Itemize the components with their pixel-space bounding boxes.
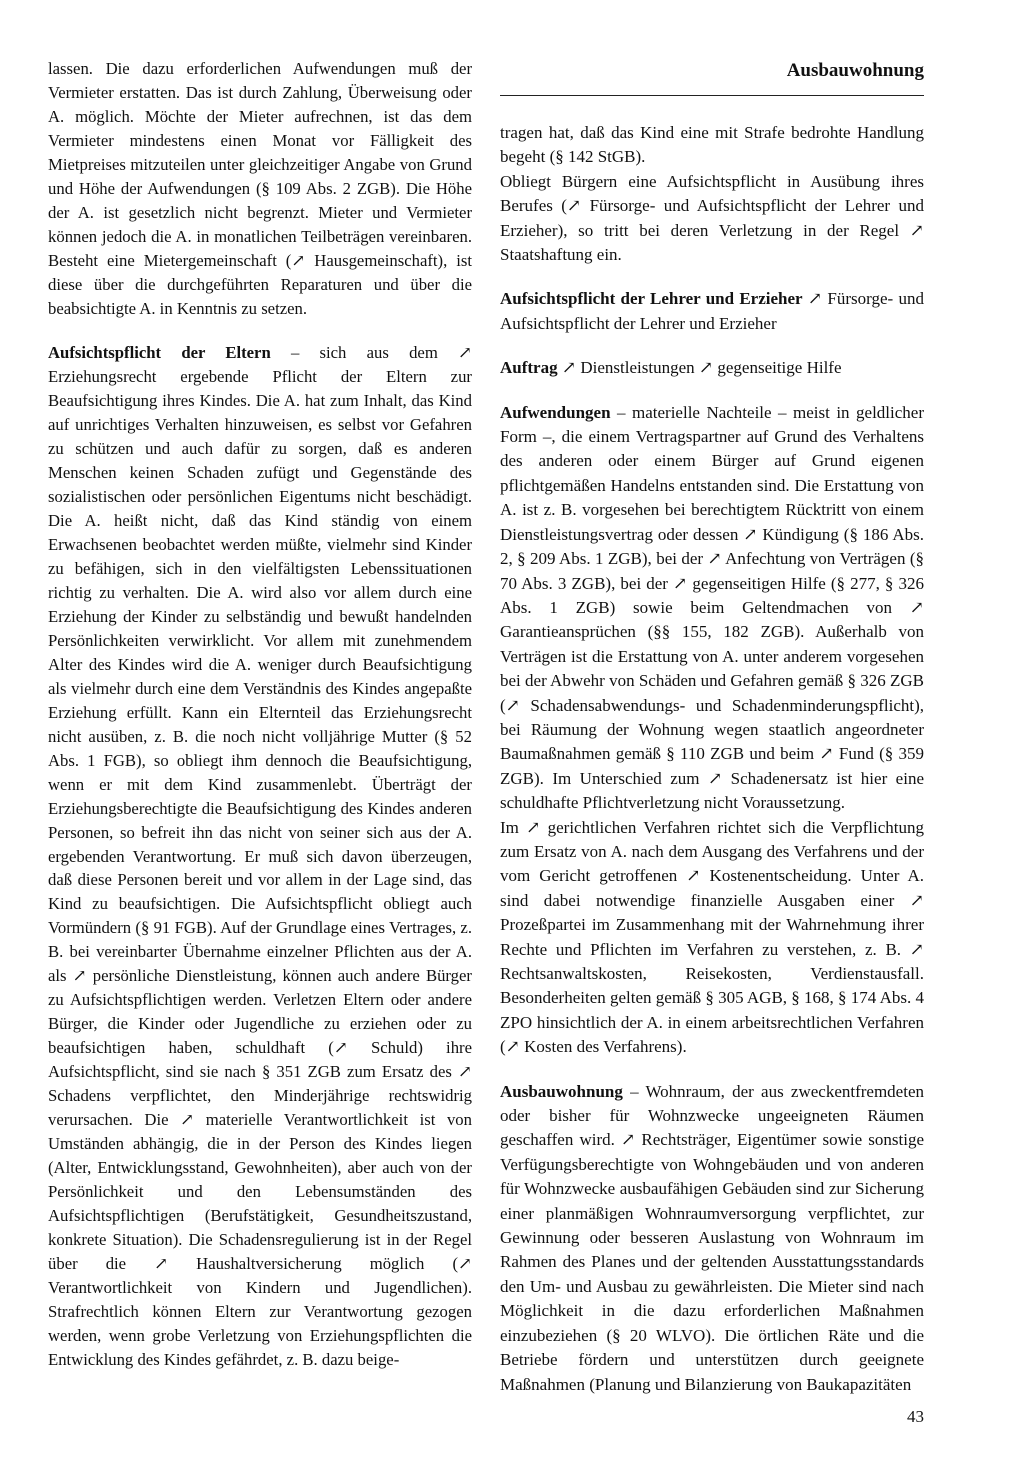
entry-text: Im ↗ gerichtlichen Verfahren richtet sich die Verpflichtung zum Ersatz von A. nach dem Ausgang des Verfahrens und der vom Gericht getroffenen ↗ Kostenentscheidung. Unter A. sind dabei notwendige finanzielle Ausgaben einer ↗ Prozeßpartei im Zusammenhang mit der Wahrnehmung ihrer Rechte und Pflichten im Verfahren zu verstehen, z. B. ↗ Rechtsanwaltskosten, Reisekosten, Verdienstausfall. Besonderheiten gelten gemäß § 305 AGB, § 168, § 174 Abs. 4 ZPO hinsichtlich der A. in einem arbeitsrechtlichen Verfahren (↗ Kosten des Verfahrens). [500,817,925,1057]
paragraph [500,816,924,1060]
paragraph [48,57,472,321]
entry-text: ↗ Fürsorge- und Aufsichtspflicht der Lehrer und Erzieher [500,289,924,333]
running-head: Ausbauwohnung [786,60,924,81]
entry-term: Aufsichtspflicht der Lehrer und Erzieher [500,289,803,309]
entry-text: – Wohnraum, der aus zweckentfremdeten oder bisher für Wohnzwecke ungeeigneten Räumen geschaffen wird. ↗ Rechtsträger, Eigentümer sowie sonstige Verfügungsberechtigte von Wohngebäuden und von anderen für Wohnzwecke ausbaufähigen Gebäuden sind zur Sicherung einer planmäßigen Wohnraumversorgung verpflichtet, zur Gewinnung oder besseren Auslastung von Wohnraum im Rahmen des Planes und der geltenden Ausstattungsstandards den Um- und Ausbau zu gewährleisten. Die Mieter sind nach Möglichkeit in die dazu erforderlichen Maßnahmen einzubeziehen (§ 20 WLVO). Die örtlichen Räte und die Betriebe fördern und unterstützen durch geeignete Maßnahmen (Planung und Bilanzierung von Baukapazitäten [500,1081,924,1394]
entry-term: Aufwendungen [500,402,611,422]
paragraph [500,287,924,336]
right-column [500,121,924,1397]
entry-text: lassen. Die dazu erforderlichen Aufwendungen muß der Vermieter erstatten. Das ist durch Zahlung, Überweisung oder A. möglich. Möchte der Mieter aufrechnen, ist das dem Vermieter mindestens einen Monat vor Fälligkeit des Mietpreises mitzuteilen unter gleichzeitiger Angabe von Grund und Höhe der Aufwendungen (§ 109 Abs. 2 ZGB). Die Höhe der A. ist gesetzlich nicht begrenzt. Mieter und Vermieter können jedoch die A. in monatlichen Teilbeträgen vereinbaren. Besteht eine Mietergemeinschaft (↗ Hausgemeinschaft), ist diese über die durchgeführten Reparaturen und über die beabsichtigte A. in Kenntnis zu setzen. [48,59,472,318]
entry-text: ↗ Dienstleistungen ↗ gegenseitige Hilfe [557,358,842,378]
paragraph [48,341,472,1372]
paragraph [500,170,924,268]
entry-term: Aufsichtspflicht der Eltern [48,342,271,362]
paragraph [500,401,924,816]
entry-text: tragen hat, daß das Kind eine mit Strafe bedrohte Handlung begeht (§ 142 StGB). [500,123,924,167]
header-rule [500,95,924,96]
left-column [48,57,472,1372]
paragraph [500,121,924,170]
paragraph [500,356,924,380]
entry-text: – sich aus dem ↗ Erziehungsrecht ergebende Pflicht der Eltern zur Beaufsichtigung ihres Kindes. Die A. hat zum Inhalt, das Kind auf unrichtiges Verhalten hinzuweisen, es selbst vor Gefahren zu schützen und auch dafür zu sorgen, daß es anderen Menschen keinen Schaden zufügt und Gegenstände des sozialistischen oder persönlichen Eigentums nicht beschädigt. Die A. heißt nicht, daß das Kind ständig von einem Erwachsenen beobachtet werden müßte, vielmehr sind Kinder zu befähigen, sich in den vielfältigsten Lebenssituationen richtig zu verhalten. Die A. wird also vor allem durch eine Erziehung der Kinder zu selbständig und bewußt handelnden Persönlichkeiten verwirklicht. Vor allem mit zunehmendem Alter des Kindes wird die A. weniger durch Beaufsichtigung als vielmehr durch eine dem Verständnis des Kindes angepaßte Erziehung erfüllt. Kann ein Elternteil das Erziehungsrecht nicht ausüben, z. B. die noch nicht volljährige Mutter (§ 52 Abs. 1 FGB), so obliegt ihm dennoch die Beaufsichtigung, wenn er mit dem Kind zusammenlebt. Überträgt der Erziehungsberechtigte die Beaufsichtigung des Kindes anderen Personen, so befreit ihn das nicht von seiner sich aus der A. ergebenden Verantwortung. Er muß sich davon überzeugen, daß diese Personen bereit und vor allem in der Lage sind, das Kind zu beaufsichtigen. Die Aufsichtspflicht obliegt auch Vormündern (§ 91 FGB). Auf der Grundlage eines Vertrages, z. B. bei vereinbarter Übernahme einzelner Pflichten aus der A. als ↗ persönliche Dienstleistung, können auch andere Bürger zu Aufsichtspflichtigen werden. Verletzen Eltern oder andere Bürger, die Kinder oder Jugendliche zu erziehen oder zu beaufsichtigen haben, schuldhaft (↗ Schuld) ihre Aufsichtspflicht, sind sie nach § 351 ZGB zum Ersatz des ↗ Schadens verpflichtet, den Minderjährige rechtswidrig verursachen. Die ↗ materielle Verantwortlichkeit ist von Umständen abhängig, die in der Person des Kindes liegen (Alter, Entwicklungsstand, Gewohnheiten), aber auch von der Persönlichkeit und den Lebensumständen des Aufsichtspflichtigen (Berufstätigkeit, Gesundheitszustand, konkrete Situation). Die Schadensregulierung ist in der Regel über die ↗ Haushaltversicherung möglich (↗ Verantwortlichkeit von Kindern und Jugendlichen). Strafrechtlich können Eltern zur Verantwortung gezogen werden, wenn grobe Verletzung von Erziehungspflichten die Entwicklung des Kindes gefährdet, z. B. dazu beige- [48,342,472,1370]
paragraph [500,1080,924,1397]
entry-term: Auftrag [500,358,558,378]
entry-text: Obliegt Bürgern eine Aufsichtspflicht in Ausübung ihres Berufes (↗ Fürsorge- und Aufsichtspflicht der Lehrer und Erzieher), so tritt bei deren Verletzung in der Regel ↗ Staatshaftung ein. [500,171,924,265]
entry-text: – materielle Nachteile – meist in geldlicher Form –, die einem Vertragspartner auf Grund des Verhaltens des anderen oder einem Bürger auf Grund eigenen pflichtgemäßen Handelns entstanden sind. Die Erstattung von A. ist z. B. vorgesehen bei berechtigtem Rücktritt von einem Dienstleistungsvertrag oder dessen ↗ Kündigung (§ 186 Abs. 2, § 209 Abs. 1 ZGB), bei der ↗ Anfechtung von Verträgen (§ 70 Abs. 3 ZGB), bei der ↗ gegenseitigen Hilfe (§ 277, § 326 Abs. 1 ZGB) sowie beim Geltendmachen von ↗ Garantieansprüchen (§§ 155, 182 ZGB). Außerhalb von Verträgen ist die Erstattung von A. unter anderem vorgesehen bei der Abwehr von Schäden und Gefahren gemäß § 326 ZGB (↗ Schadensabwendungs- und Schadenminderungspflicht), bei Räumung der Wohnung wegen staatlich angeordneter Baumaßnahmen gemäß § 110 ZGB und beim ↗ Fund (§ 359 ZGB). Im Unterschied zum ↗ Schadenersatz ist hier eine schuldhafte Pflichtverletzung nicht Voraussetzung. [500,402,924,813]
page-number: 43 [907,1407,924,1426]
entry-term: Ausbauwohnung [500,1081,623,1101]
